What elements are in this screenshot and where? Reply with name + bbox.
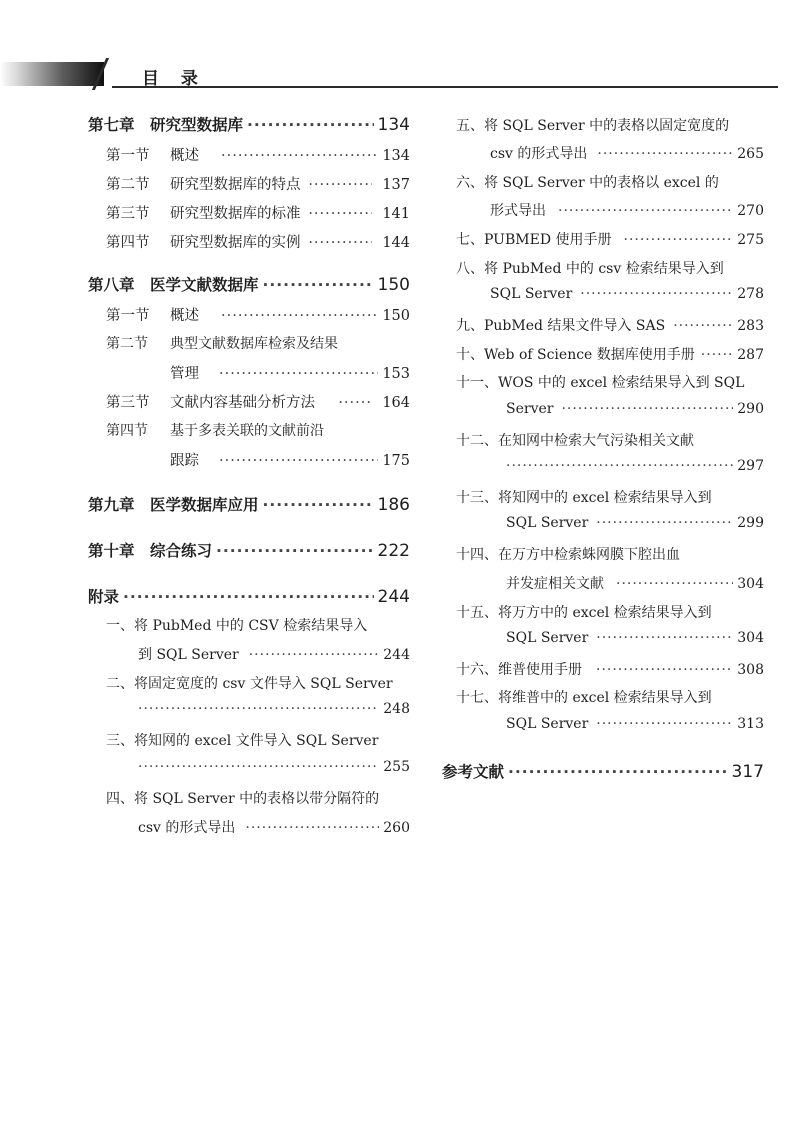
toc-appendix-item-line2[interactable] — [506, 573, 764, 593]
page-number: 141 — [382, 206, 410, 222]
section-number: 第二节 — [106, 336, 148, 352]
leader-dots — [308, 206, 372, 222]
leader-dots — [221, 148, 378, 164]
toc-chapter-10[interactable] — [88, 539, 410, 561]
toc-appendix-item-line2[interactable] — [138, 644, 410, 664]
leader-dots — [561, 401, 733, 417]
item-title-continued: SQL Server — [490, 286, 573, 302]
section-number: 第三节 — [106, 206, 150, 222]
page-number: 275 — [737, 232, 764, 248]
page-number: 304 — [737, 630, 764, 646]
leader-dots — [249, 647, 380, 663]
leader-dots — [263, 276, 374, 294]
toc-appendix-item-line2[interactable] — [490, 143, 764, 163]
toc-section[interactable] — [106, 231, 410, 252]
item-title: 七、PUBMED 使用手册 — [456, 232, 612, 248]
item-title: 十六、维普使用手册 — [456, 662, 582, 678]
page-number: 297 — [737, 458, 764, 474]
page-title: 目 录 — [142, 69, 206, 89]
toc-appendix-item-line2[interactable] — [506, 515, 764, 531]
toc-appendix-item[interactable] — [456, 344, 764, 364]
toc-appendix-item[interactable] — [456, 659, 764, 679]
item-title-continued: csv 的形式导出 — [490, 146, 588, 162]
section-title: 典型文献数据库检索及结果 — [170, 336, 338, 352]
toc-appendix-item-line1[interactable]: 十四、在万方中检索蛛网膜下腔出血 — [456, 547, 680, 563]
toc-section-line2[interactable] — [170, 362, 410, 383]
page-number: 283 — [737, 318, 764, 334]
leader-dots — [263, 496, 374, 514]
page-number: 134 — [382, 148, 410, 164]
leader-dots — [597, 146, 733, 162]
toc-chapter-8[interactable] — [88, 273, 410, 295]
toc-appendix-item[interactable] — [456, 315, 764, 335]
toc-appendix-item-line1[interactable]: 十五、将万方中的 excel 检索结果导入到 — [456, 605, 712, 621]
section-title: 概述 — [170, 148, 199, 164]
leader-dots — [506, 458, 733, 474]
section-title: 研究型数据库的标准 — [170, 206, 301, 222]
toc-appendix-item-line1[interactable]: 六、将 SQL Server 中的表格以 excel 的 — [456, 175, 719, 191]
page-number: 270 — [737, 203, 764, 219]
leader-dots — [624, 232, 734, 248]
page-number: 308 — [737, 662, 764, 678]
section-number: 第四节 — [106, 423, 148, 439]
toc-appendix-item-line1[interactable]: 三、将知网的 excel 文件导入 SQL Server — [106, 733, 379, 749]
toc-appendix-item-line2[interactable] — [138, 817, 410, 837]
leader-dots — [338, 395, 372, 411]
page-number: 299 — [737, 515, 764, 531]
page-number: 248 — [383, 701, 410, 717]
leader-dots — [701, 347, 733, 363]
toc-appendix-item[interactable] — [456, 229, 764, 249]
page-number: 175 — [382, 453, 410, 469]
page-number: 287 — [737, 347, 764, 363]
toc-section[interactable] — [106, 173, 410, 194]
chapter-title: 第十章 综合练习 — [88, 542, 213, 560]
page-number: 278 — [737, 286, 764, 302]
page-number: 304 — [737, 576, 764, 592]
leader-dots — [245, 820, 379, 836]
section-title: 文献内容基础分析方法 — [170, 395, 315, 411]
leader-dots — [508, 763, 728, 781]
leader-dots — [596, 662, 733, 678]
toc-section[interactable] — [106, 202, 410, 223]
leader-dots — [247, 116, 374, 134]
page-number: 134 — [377, 115, 410, 135]
page-number: 153 — [382, 366, 410, 382]
page-number: 150 — [382, 308, 410, 324]
chapter-title: 第八章 医学文献数据库 — [88, 276, 259, 294]
toc-appendix-item-line1[interactable]: 八、将 PubMed 中的 csv 检索结果导入到 — [456, 261, 724, 277]
page-number: 244 — [377, 587, 410, 607]
toc-appendix-item-line2[interactable] — [506, 458, 764, 474]
item-title-continued: csv 的形式导出 — [138, 820, 236, 836]
page-number: 164 — [382, 395, 410, 411]
toc-appendix-item-line1[interactable]: 五、将 SQL Server 中的表格以固定宽度的 — [456, 118, 730, 134]
leader-dots — [221, 308, 378, 324]
leader-dots — [616, 576, 733, 592]
toc-chapter-7[interactable] — [88, 113, 410, 135]
leader-dots — [138, 759, 379, 775]
toc-appendix-item-line1[interactable]: 四、将 SQL Server 中的表格以带分隔符的 — [106, 791, 380, 807]
toc-appendix-item-line1[interactable]: 二、将固定宽度的 csv 文件导入 SQL Server — [106, 676, 393, 692]
leader-dots — [596, 716, 733, 732]
chapter-title: 第七章 研究型数据库 — [88, 116, 244, 134]
page-number: 222 — [377, 541, 410, 561]
section-number: 第三节 — [106, 395, 150, 411]
toc-section[interactable] — [106, 144, 410, 165]
item-title-continued: SQL Server — [506, 630, 589, 646]
page-number: 150 — [377, 275, 410, 295]
page-number: 255 — [383, 759, 410, 775]
toc-appendix-item-line1[interactable]: 十二、在知网中检索大气污染相关文献 — [456, 433, 694, 449]
leader-dots — [308, 177, 372, 193]
section-title: 基于多表关联的文献前沿 — [170, 423, 324, 439]
leader-dots — [580, 286, 733, 302]
item-title-continued: SQL Server — [506, 515, 589, 531]
toc-appendix-item-line2[interactable] — [490, 200, 764, 220]
page-number: 244 — [383, 647, 410, 663]
item-title-continued: 到 SQL Server — [138, 647, 239, 663]
toc-references[interactable] — [442, 760, 764, 782]
section-title: 研究型数据库的实例 — [170, 235, 301, 251]
leader-dots — [558, 203, 733, 219]
page-number: 144 — [382, 235, 410, 251]
header-rule — [112, 86, 778, 88]
toc-appendix-item-line2[interactable] — [506, 401, 764, 417]
page-number: 317 — [731, 762, 764, 782]
toc-appendix-item-line2[interactable] — [506, 630, 764, 646]
section-title-continued: 管理 — [170, 366, 199, 382]
item-title: 九、PubMed 结果文件导入 SAS — [456, 318, 666, 334]
page-number: 137 — [382, 177, 410, 193]
leader-dots — [673, 318, 733, 334]
toc-section[interactable] — [106, 304, 410, 325]
item-title-continued: Server — [506, 401, 554, 417]
toc-appendix-item-line1[interactable]: 一、将 PubMed 中的 CSV 检索结果导入 — [106, 618, 368, 634]
toc-appendix-item-line2[interactable] — [490, 286, 764, 302]
toc-section-line2[interactable] — [170, 449, 410, 470]
page-number: 260 — [383, 820, 410, 836]
page-number: 313 — [737, 716, 764, 732]
appendix-title: 附录 — [88, 588, 120, 606]
toc-appendix-item-line1[interactable]: 十三、将知网中的 excel 检索结果导入到 — [456, 490, 712, 506]
toc-section[interactable] — [106, 391, 410, 412]
toc-section-line1[interactable] — [106, 333, 338, 353]
toc-appendix-item-line2[interactable] — [138, 759, 410, 775]
section-number: 第一节 — [106, 148, 150, 164]
toc-appendix-item-line1[interactable]: 十一、WOS 中的 excel 检索结果导入到 SQL — [456, 375, 745, 391]
toc-section-line1[interactable] — [106, 420, 324, 440]
leader-dots — [138, 701, 379, 717]
chapter-title: 第九章 医学数据库应用 — [88, 496, 259, 514]
section-title: 概述 — [170, 308, 199, 324]
section-number: 第二节 — [106, 177, 150, 193]
leader-dots — [596, 515, 733, 531]
leader-dots — [596, 630, 733, 646]
leader-dots — [216, 542, 374, 560]
item-title-continued: 并发症相关文献 — [506, 576, 604, 592]
references-title: 参考文献 — [442, 763, 505, 781]
section-number: 第四节 — [106, 235, 150, 251]
page-number: 290 — [737, 401, 764, 417]
item-title: 十、Web of Science 数据库使用手册 — [456, 347, 695, 363]
page-number: 265 — [737, 146, 764, 162]
section-title-continued: 跟踪 — [170, 453, 199, 469]
toc-chapter-9[interactable] — [88, 493, 410, 515]
leader-dots — [219, 366, 378, 382]
toc-appendix[interactable] — [88, 585, 410, 607]
toc-appendix-item-line2[interactable] — [138, 701, 410, 717]
item-title-continued: 形式导出 — [490, 203, 546, 219]
page-number: 186 — [377, 495, 410, 515]
toc-appendix-item-line1[interactable]: 十七、将维普中的 excel 检索结果导入到 — [456, 690, 712, 706]
section-title: 研究型数据库的特点 — [170, 177, 301, 193]
leader-dots — [123, 588, 374, 606]
section-number: 第一节 — [106, 308, 150, 324]
toc-appendix-item-line2[interactable] — [506, 716, 764, 732]
leader-dots — [219, 453, 378, 469]
item-title-continued: SQL Server — [506, 716, 589, 732]
leader-dots — [308, 235, 372, 251]
header-decoration-bar — [0, 62, 104, 86]
